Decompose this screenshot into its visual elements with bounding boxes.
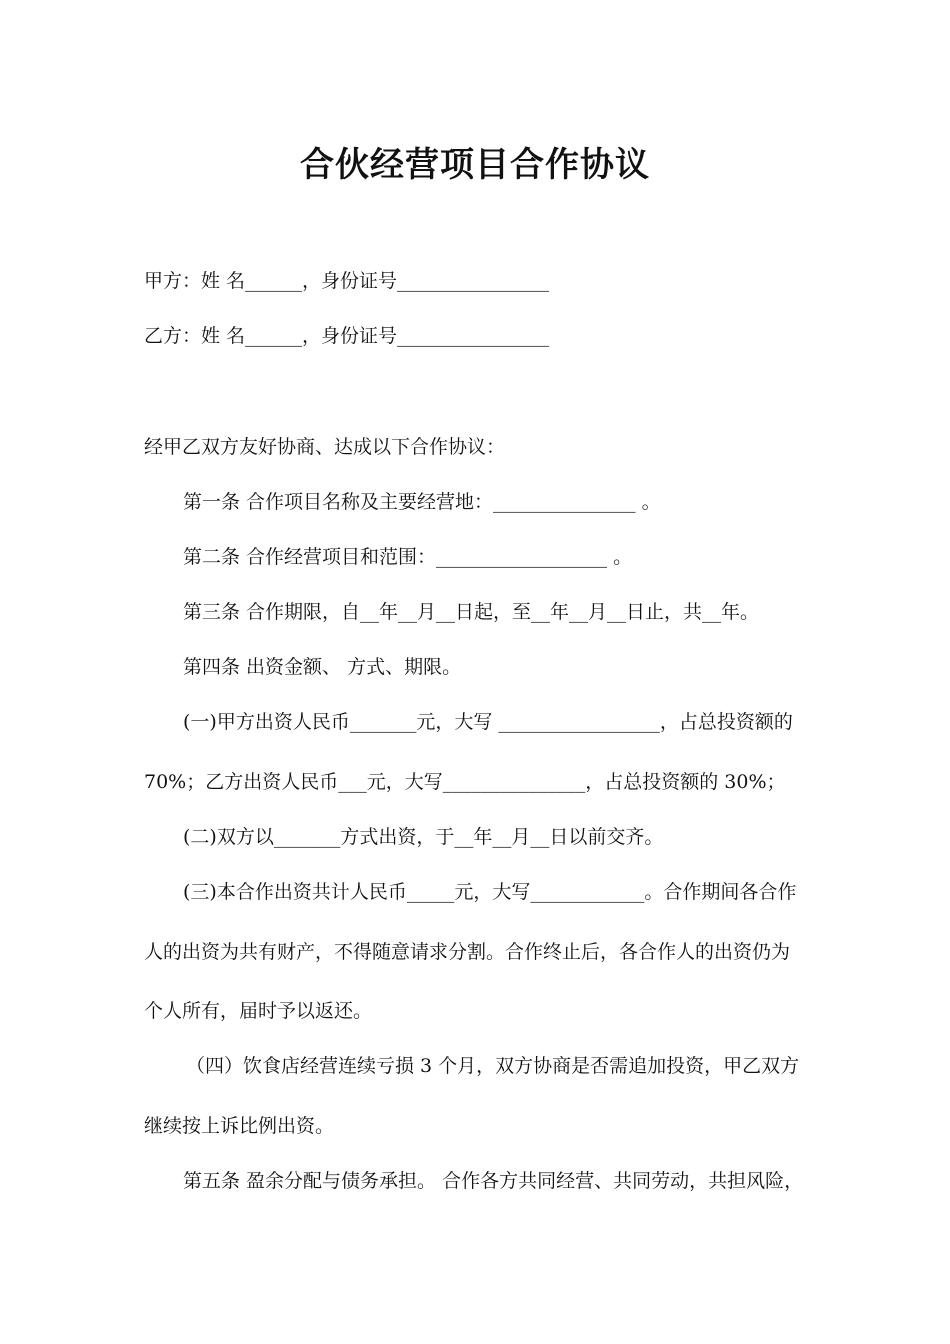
article-1: 第一条 合作项目名称及主要经营地：_______________ 。 [183, 491, 661, 513]
clause-3-line-3: 个人所有，届时予以返还。 [144, 1000, 373, 1022]
document-title: 合伙经营项目合作协议 [300, 145, 650, 185]
intro-paragraph: 经甲乙双方友好协商、达成以下合作协议： [144, 436, 506, 458]
clause-3-line-1: (三)本合作出资共计人民币_____元，大写____________。合作期间各合作 [183, 881, 797, 903]
clause-4-line-2: 继续按上诉比例出资。 [144, 1115, 335, 1137]
article-2: 第二条 合作经营项目和范围：__________________ 。 [183, 546, 633, 568]
clause-3-line-2: 人的出资为共有财产，不得随意请求分割。合作终止后，各合作人的出资仍为 [144, 941, 791, 963]
clause-4-line-1: （四）饮食店经营连续亏损 3 个月，双方协商是否需追加投资，甲乙双方 [186, 1055, 800, 1077]
article-5: 第五条 盈余分配与债务承担。 合作各方共同经营、共同劳动，共担风险， [183, 1170, 804, 1192]
party-a-line: 甲方：姓 名______，身份证号________________ [144, 270, 550, 292]
clause-2: (二)双方以_______方式出资，于__年__月__日以前交齐。 [183, 826, 664, 848]
article-3: 第三条 合作期限，自__年__月__日起，至__年__月__日止，共__年。 [183, 601, 760, 623]
clause-1-line-1: (一)甲方出资人民币_______元，大写 _________________，占总投资额的 [183, 711, 793, 733]
clause-1-line-2: 70%；乙方出资人民币___元，大写_______________，占总投资额的 30%； [144, 771, 786, 793]
party-b-line: 乙方：姓 名______，身份证号________________ [144, 325, 550, 347]
article-4: 第四条 出资金额、 方式、期限。 [183, 656, 462, 678]
